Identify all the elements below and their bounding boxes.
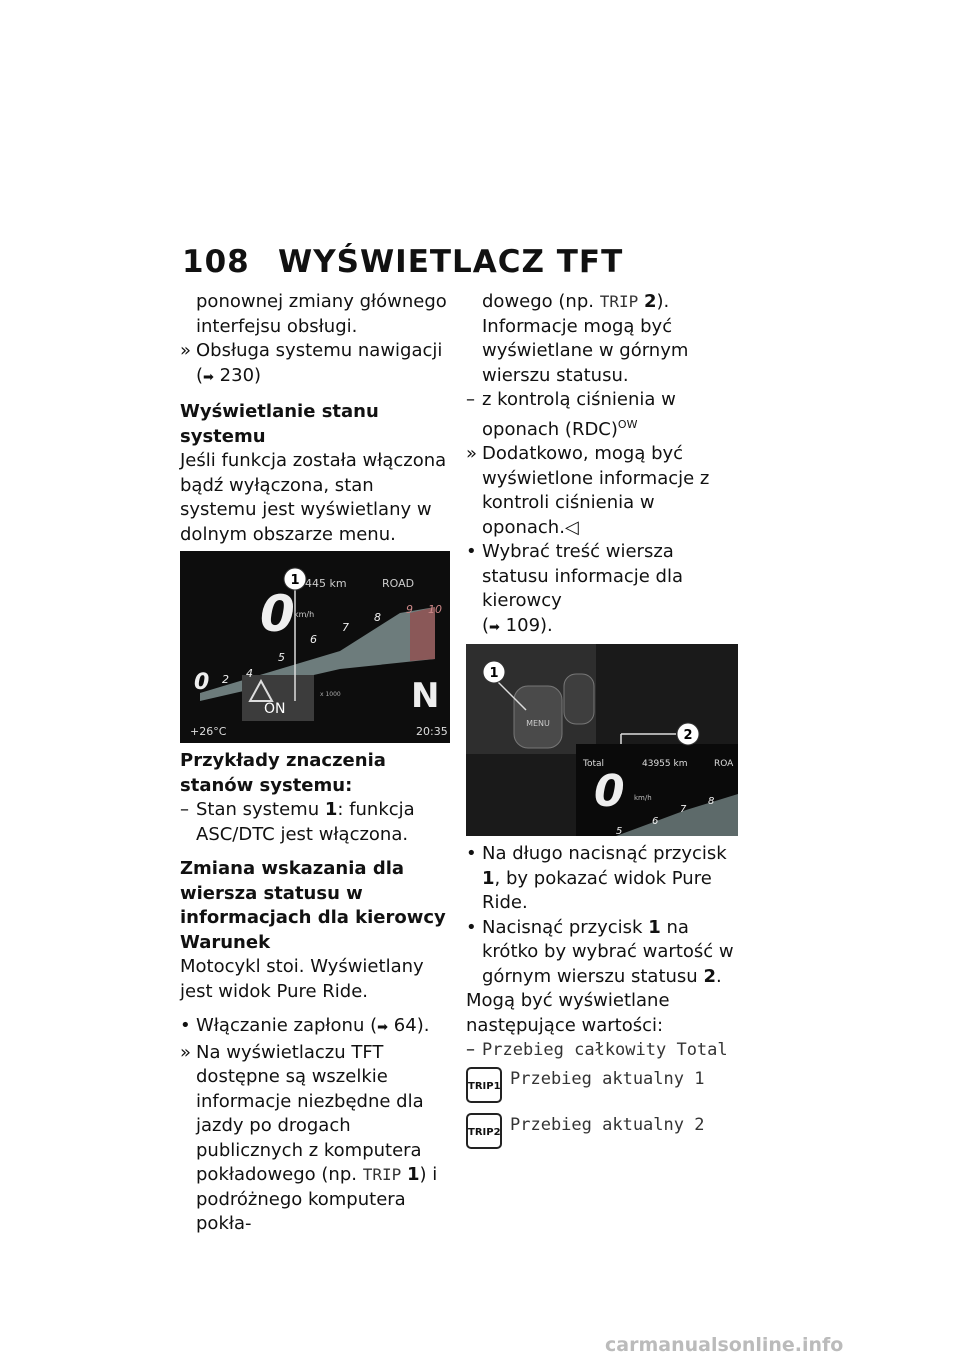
odo-readout: 445 km [305,577,347,590]
callout-2: 2 [683,728,693,743]
speed-unit: km/h [634,794,652,802]
trip2-label: Przebieg aktualny 2 [510,1114,705,1135]
rpm-label: 10 [428,603,442,616]
list-item-rdc-more: » Dodatkowo, mogą być wyświetlone informacje z kontroli ciśnienia w oponach.◁ [466,443,710,538]
list-item-example: – Stan systemu 1: funkcja ASC/DTC jest włączona. [180,799,415,845]
trip2-row [466,1113,736,1149]
bullet: • [466,541,477,562]
list-item-select: • Wybrać treść wiersza statusu informacje dla kierowcy (➡ 109). [466,541,683,636]
list-item-total: – Przebieg całkowity Total [466,1039,728,1060]
dashboard-figure-2 [466,644,738,836]
result-marker: » [180,1041,192,1063]
continuation-text: ponownej zmiany głównego interfejsu obsługi. [196,291,447,337]
condition-heading: Warunek [180,931,271,953]
mode-readout: ROAD [382,577,415,590]
rpm-label: 2 [222,673,229,686]
rpm-label: 9 [406,603,413,616]
speed-readout: 0 [260,585,295,643]
total-label: Total [583,759,605,769]
section-heading-change: Zmiana wskazania dla wiersza statusu w informacjach dla kierowcy [180,858,446,928]
status-on: ON [264,701,286,717]
watermark: carmanualsonline.info [605,1334,844,1356]
page-reference[interactable]: (➡ 109). [482,614,553,636]
values-intro: Mogą być wyświetlane następujące wartości: [466,990,670,1036]
bullet: • [466,843,477,864]
result-marker: » [466,443,478,464]
column-left [180,290,450,1237]
rpm-label: 7 [342,621,349,634]
tft-display-illustration [180,551,450,743]
rpm-label: 4 [246,667,253,680]
status-paragraph: Jeśli funkcja została włączona bądź wyłączona, stan systemu jest wyświetlany w dolnym obszarze menu. [180,450,447,545]
temperature: +26°C [190,725,227,738]
arrow-icon: ➡ [489,619,500,635]
trip1-row [466,1067,736,1103]
arrow-icon: ➡ [377,1020,389,1035]
list-item-rdc: – z kontrolą ciśnienia w oponach (RDC)$^{OW}$ [466,389,676,440]
trip1-label: Przebieg aktualny 1 [510,1068,705,1089]
result-marker: » [180,340,192,361]
rpm-label: 7 [680,804,687,815]
clock: 20:35 [416,725,448,738]
list-item-info: » Na wyświetlaczu TFT dostępne są wszelkie informacje niezbędne dla jazdy po drogach publicznych z komputera pokładowego (np. TRIP 1) i podróżnego komputera pokła- [180,1041,438,1234]
rpm-label: 5 [616,826,623,836]
page-reference[interactable]: (➡ 64). [370,1015,430,1036]
mode-readout: ROA [714,759,734,769]
continuation-text: dowego (np. TRIP 2). Informacje mogą być wyświetlane w górnym wierszu statusu. [482,291,689,386]
rpm-label: 6 [310,633,317,646]
speed-readout: 0 [594,766,625,817]
page-reference[interactable]: (➡ 230) [196,364,262,386]
rpm-label: 8 [374,611,381,624]
column-right [466,290,736,1159]
list-item-navigation: » Obsługa systemu nawigacji (➡ 230) [180,340,443,386]
page-title: WYŚWIETLACZ TFT [278,244,624,280]
rpm-label: 5 [278,651,285,664]
rpm-label: 8 [708,796,715,807]
list-item-short-press: • Nacisnąć przycisk 1 na krótko by wybrać wartość w górnym wierszu statusu 2. [466,916,734,987]
trip1-icon: TRIP1 [466,1067,502,1103]
trip2-icon: TRIP2 [466,1113,502,1149]
rpm-multiplier: x 1000 [320,691,341,698]
end-marker-icon: ◁ [564,516,579,538]
page-header [182,244,623,280]
section-heading-status: Wyświetlanie stanu systemu [180,401,379,447]
bullet: • [466,916,477,938]
handlebar-display-illustration [466,644,738,836]
svg-text:0: 0 [194,670,210,695]
callout-1: 1 [489,666,499,681]
speed-unit: km/h [294,610,315,619]
section-heading-examples: Przykłady znaczenia stanów systemu: [180,750,386,796]
menu-button: MENU [526,719,550,728]
dashboard-figure-1 [180,551,450,743]
page-number: 108 [182,244,250,280]
arrow-icon: ➡ [203,369,214,385]
rpm-label: 6 [652,816,659,827]
condition-paragraph: Motocykl stoi. Wyświetlany jest widok Pure Ride. [180,956,424,1002]
odo-readout: 43955 km [642,759,688,769]
gear-indicator: N [411,676,440,716]
list-item-ignition: • Włączanie zapłonu (➡ 64). [180,1014,450,1041]
callout-1: 1 [290,573,300,588]
bullet: • [180,1015,191,1036]
list-item-long-press: • Na długo nacisnąć przycisk 1, by pokazać widok Pure Ride. [466,843,727,913]
